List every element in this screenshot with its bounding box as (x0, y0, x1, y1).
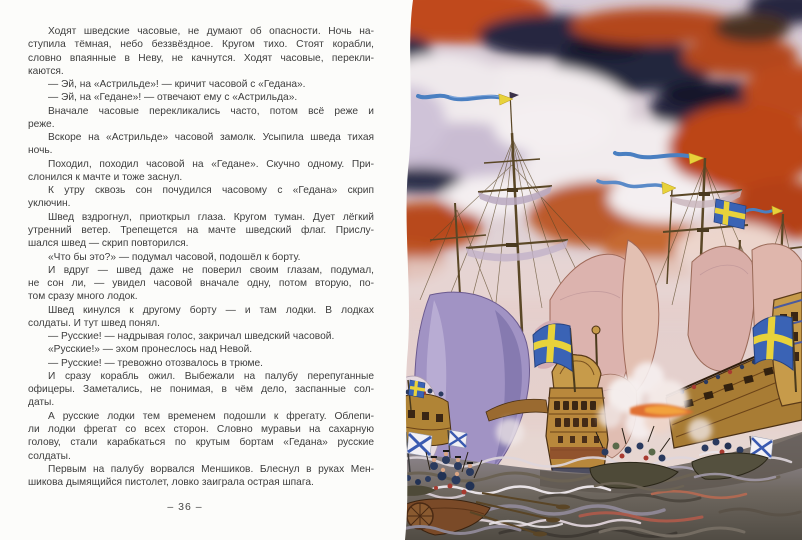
text-line: Вскоре на «Астрильде» часовой замолк. Усыпила шведа тихая (48, 132, 374, 144)
text-line: утренний ветер. Трепещется на мачте шведский флаг. Прислу- (28, 224, 374, 236)
text-line: И вдруг — швед даже не поверил своим глазам, подумал, (48, 264, 374, 276)
book-illustration (400, 0, 802, 540)
paragraph (28, 251, 374, 264)
paragraph (28, 264, 374, 304)
text-line: том сразу много лодок. (28, 291, 138, 303)
paragraph (28, 91, 374, 104)
naval-battle-painting (400, 0, 802, 540)
text-line: — Эй, на «Астрильде»! — кричит часовой с «Гедана». (48, 79, 306, 91)
stern-lantern (592, 326, 600, 334)
paragraph (28, 131, 374, 158)
paragraph (28, 158, 374, 185)
paragraph (28, 211, 374, 251)
paragraph (28, 463, 374, 490)
text-line: реже. (28, 118, 55, 130)
story-text (28, 25, 374, 489)
text-line: словно впаянные в Неву, не качнутся. Ходят часовые, перекли- (28, 52, 374, 64)
text-line: «Русские!» — эхом пронеслось над Невой. (48, 344, 253, 356)
text-line: И сразу корабль ожил. Выбежали на палубу перепуганные (48, 370, 374, 382)
text-line: офицеры. Заметались, не понимая, в чём дело, заспанные сол- (28, 384, 374, 396)
text-line: ли лодки фрегат со всех сторон. Словно муравьи на сахарную (28, 423, 374, 435)
text-line: ступила тёмная, небо беззвёздное. Кругом тихо. Стоят корабли, (28, 39, 374, 51)
text-line: слонился к мачте и тоже заснул. (28, 171, 183, 183)
text-line: голову, стали карабкаться по крутым бортам «Гедана» русские (28, 437, 374, 449)
text-line: солдаты. И тут швед понял. (28, 317, 160, 329)
text-line: солдаты. (28, 450, 71, 462)
paragraph (28, 304, 374, 331)
text-line: А русские лодки тем временем подошли к фрегату. Облепи- (48, 410, 374, 422)
text-line: шался швед — скрип повторился. (28, 238, 189, 250)
text-line: Ходят шведские часовые, не думают об опасности. Ночь на- (48, 26, 374, 37)
paragraph (28, 184, 374, 211)
text-line: не сон ли, — увидел часовой вначале одну, потом вторую, по- (28, 278, 374, 290)
pink-sail (688, 246, 754, 371)
text-line: каются. (28, 65, 64, 77)
paragraph (28, 330, 374, 343)
paragraph (28, 370, 374, 410)
text-line: Вначале часовые перекликались часто, потом всё реже и (48, 105, 374, 117)
text-line: Походил, походил часовой на «Гедане». Скучно одному. При- (48, 158, 374, 170)
text-line: Первым на палубу ворвался Меншиков. Блеснул в руках Мен- (48, 463, 374, 475)
text-line: шикова дымящийся пистолет, ловко заиграла острая шпага. (28, 477, 314, 489)
paragraph (28, 78, 374, 91)
paragraph (28, 105, 374, 132)
text-line: — Русские! — тревожно отозвалось в трюме. (48, 357, 263, 369)
page-number: – 36 – (167, 501, 203, 513)
text-line: даты. (28, 397, 55, 409)
text-line: уключин. (28, 198, 71, 210)
text-line: ночь. (28, 145, 53, 157)
text-line: — Русские! — надрывая голос, закричал шведский часовой. (48, 331, 335, 343)
paragraph (28, 410, 374, 463)
paragraph (28, 25, 374, 78)
text-line: К утру сквозь сон почудился часовому с «Гедана» скрип (48, 185, 374, 197)
text-line: «Что бы это?» — подумал часовой, подошёл к борту. (48, 251, 301, 263)
text-line: Швед кинулся к другому борту — и там лодки. В лодках (48, 304, 374, 316)
text-line: Швед вздрогнул, приоткрыл глаза. Кругом туман. Дует лёгкий (48, 211, 374, 223)
paragraph (28, 357, 374, 370)
paragraph (28, 343, 374, 356)
text-line: — Эй, на «Гедане»! — отвечают ему с «Астрильда». (48, 92, 298, 104)
